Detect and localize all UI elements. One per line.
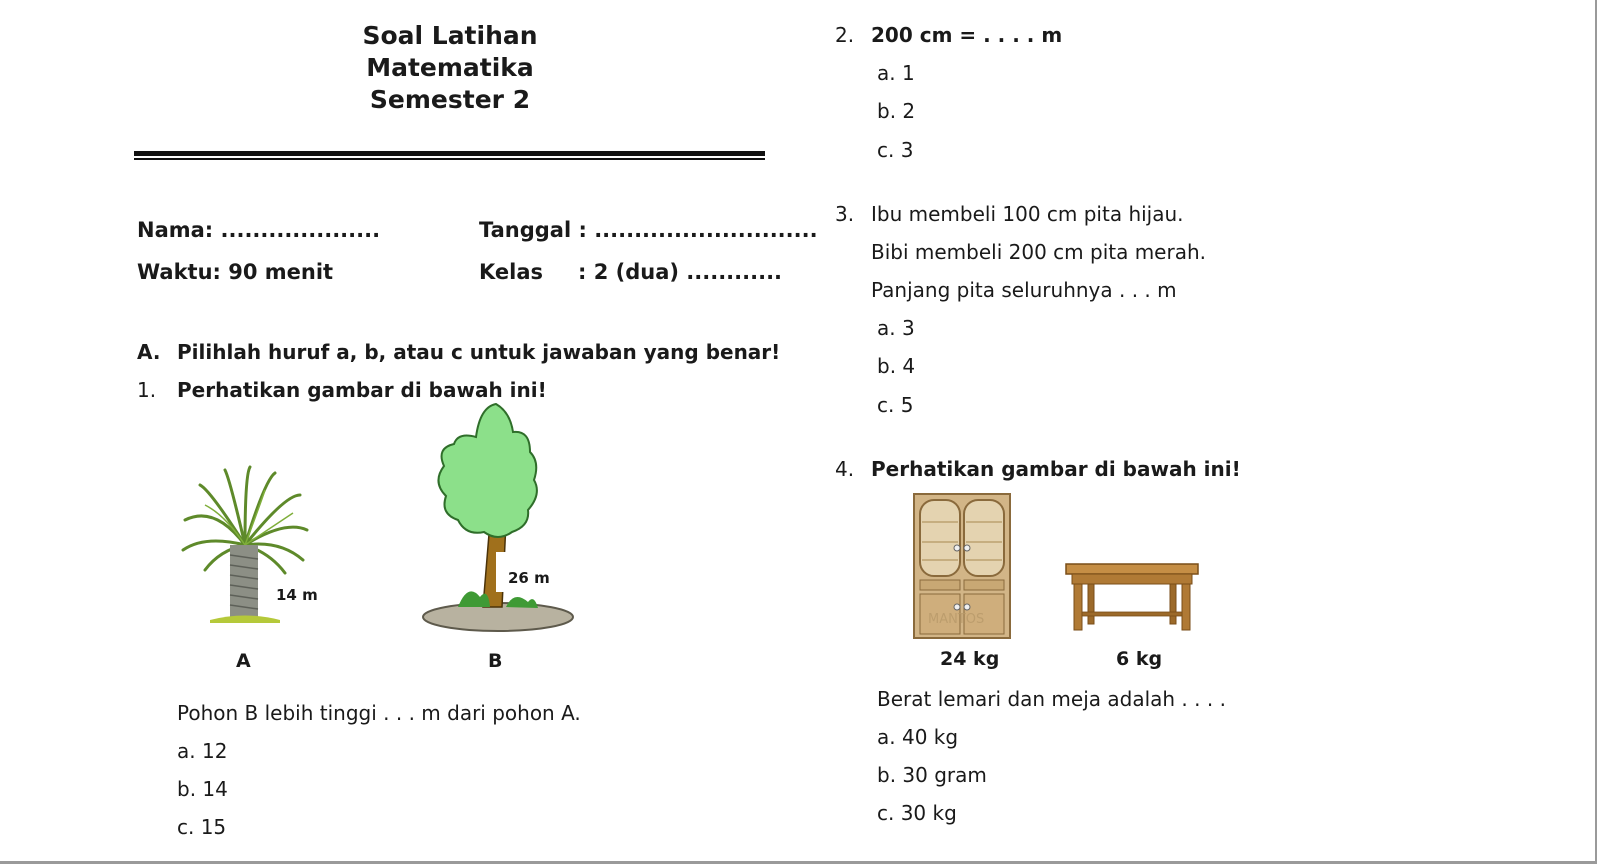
tree-b-height-label: 26 m bbox=[508, 569, 550, 587]
name-field: Nama: .................... bbox=[137, 218, 381, 242]
q2-option-a: a. 1 bbox=[877, 61, 915, 85]
table-weight-label: 6 kg bbox=[1116, 648, 1163, 670]
tree-a-height-label: 14 m bbox=[276, 586, 318, 604]
cabinet-watermark: MANTOS bbox=[928, 612, 985, 627]
tree-b-label: B bbox=[488, 650, 503, 672]
tree-a-label: A bbox=[236, 650, 251, 672]
q3-line-2: Bibi membeli 200 cm pita merah. bbox=[871, 240, 1206, 264]
cabinet-weight-label: 24 kg bbox=[940, 648, 1000, 670]
table-image bbox=[1064, 560, 1200, 632]
q4-number: 4. bbox=[835, 457, 855, 481]
title-line-2: Matematika bbox=[366, 53, 534, 82]
class-label: Kelas bbox=[479, 260, 544, 284]
q4-prompt: Perhatikan gambar di bawah ini! bbox=[871, 457, 1241, 481]
q1-option-c: c. 15 bbox=[177, 815, 227, 839]
palm-tree-a-image bbox=[175, 465, 315, 635]
q1-option-a: a. 12 bbox=[177, 739, 228, 763]
q1-number: 1. bbox=[137, 378, 157, 402]
date-field: Tanggal : ............................ bbox=[479, 218, 818, 242]
q3-option-b: b. 4 bbox=[877, 354, 916, 378]
time-field: Waktu: 90 menit bbox=[137, 260, 334, 284]
worksheet-title bbox=[330, 20, 570, 116]
q3-option-c: c. 5 bbox=[877, 393, 914, 417]
q2-option-b: b. 2 bbox=[877, 99, 916, 123]
title-rule-thick bbox=[134, 151, 765, 156]
q1-option-b: b. 14 bbox=[177, 777, 228, 801]
title-line-3: Semester 2 bbox=[369, 85, 531, 114]
q1-question: Pohon B lebih tinggi . . . m dari pohon A. bbox=[177, 701, 581, 725]
q3-number: 3. bbox=[835, 202, 855, 226]
class-field: : 2 (dua) ............ bbox=[578, 260, 783, 284]
title-rule-thin bbox=[134, 158, 765, 160]
q4-option-a: a. 40 kg bbox=[877, 725, 959, 749]
q3-option-a: a. 3 bbox=[877, 316, 915, 340]
tree-b-image bbox=[418, 402, 578, 634]
q4-option-c: c. 30 kg bbox=[877, 801, 957, 825]
q1-prompt: Perhatikan gambar di bawah ini! bbox=[177, 378, 547, 402]
section-letter: A. bbox=[137, 340, 161, 364]
title-line-1: Soal Latihan bbox=[362, 21, 538, 50]
q2-option-c: c. 3 bbox=[877, 138, 914, 162]
q3-line-1: Ibu membeli 100 cm pita hijau. bbox=[871, 202, 1184, 226]
q4-question: Berat lemari dan meja adalah . . . . bbox=[877, 687, 1226, 711]
q3-line-3: Panjang pita seluruhnya . . . m bbox=[871, 278, 1177, 302]
q2-prompt: 200 cm = . . . . m bbox=[871, 23, 1063, 47]
section-instruction: Pilihlah huruf a, b, atau c untuk jawaban yang benar! bbox=[177, 340, 781, 364]
cabinet-image bbox=[910, 492, 1014, 640]
q4-option-b: b. 30 gram bbox=[877, 763, 987, 787]
q2-number: 2. bbox=[835, 23, 855, 47]
